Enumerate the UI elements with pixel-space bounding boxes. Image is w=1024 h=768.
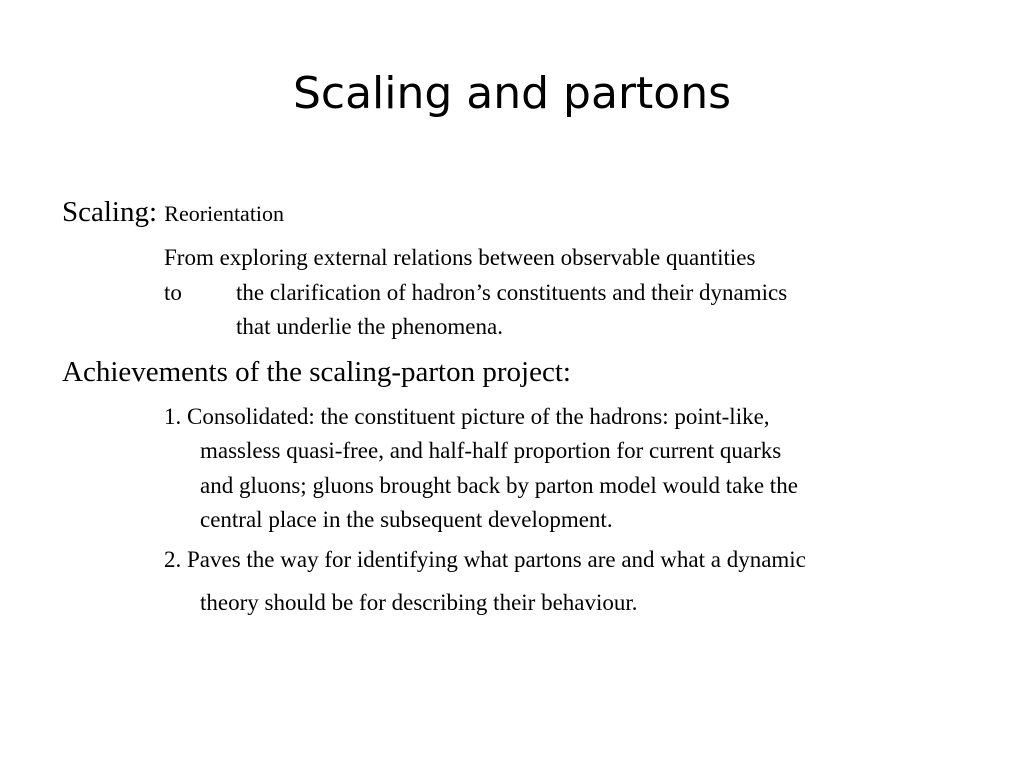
scaling-heading-note: Reorientation [164, 201, 285, 226]
scaling-line-1: From exploring external relations between observable quantities [164, 245, 756, 270]
section-heading-scaling [62, 194, 284, 232]
scaling-line-2 [164, 278, 787, 308]
scaling-line-2-text: the clarification of hadron’s constituents and their dynamics [236, 280, 788, 305]
item2-line-2: theory should be for describing their behaviour. [200, 590, 638, 615]
scaling-line-2-prefix: to [164, 280, 182, 305]
item1-line-4: central place in the subsequent development. [200, 507, 613, 532]
scaling-line-3: that underlie the phenomena. [236, 314, 503, 339]
item1-line-1: 1. Consolidated: the constituent picture of the hadrons: point-like, [164, 404, 770, 429]
item1-line-3: and gluons; gluons brought back by parton model would take the [200, 473, 798, 498]
item1-line-2: massless quasi-free, and half-half proportion for current quarks [200, 438, 782, 463]
item2-line-1: 2. Paves the way for identifying what partons are and what a dynamic [164, 547, 806, 572]
scaling-heading: Scaling: [62, 196, 158, 228]
achievements-heading: Achievements of the scaling-parton project: [62, 356, 571, 388]
slide-title: Scaling and partons [292, 68, 732, 119]
